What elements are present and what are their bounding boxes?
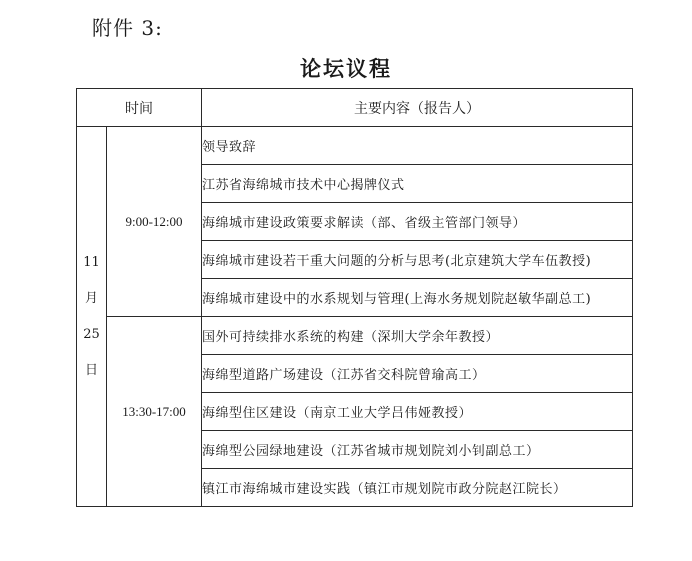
session-time-afternoon: 13:30-17:00	[107, 317, 202, 507]
date-day-char: 日	[84, 362, 98, 378]
header-content: 主要内容（报告人）	[202, 89, 633, 127]
date-cell	[77, 127, 107, 507]
agenda-table	[76, 88, 633, 507]
agenda-item: 领导致辞	[202, 127, 633, 165]
agenda-item: 海绵城市建设政策要求解读（部、省级主管部门领导）	[202, 203, 633, 241]
page-title: 论坛议程	[300, 56, 392, 81]
table-header-row	[77, 89, 633, 127]
agenda-item: 江苏省海绵城市技术中心揭牌仪式	[202, 165, 633, 203]
agenda-item: 海绵型公园绿地建设（江苏省城市规划院刘小钊副总工）	[202, 431, 633, 469]
agenda-item: 海绵城市建设若干重大问题的分析与思考(北京建筑大学车伍教授)	[202, 241, 633, 279]
agenda-item: 海绵型道路广场建设（江苏省交科院曾瑜高工）	[202, 355, 633, 393]
agenda-item: 镇江市海绵城市建设实践（镇江市规划院市政分院赵江院长）	[202, 469, 633, 507]
session-time-morning: 9:00-12:00	[107, 127, 202, 317]
date-day-number: 25	[83, 326, 100, 342]
attachment-label: 附件 3:	[92, 16, 163, 40]
table-row	[77, 127, 633, 165]
agenda-item: 海绵型住区建设（南京工业大学吕伟娅教授）	[202, 393, 633, 431]
agenda-item: 海绵城市建设中的水系规划与管理(上海水务规划院赵敏华副总工)	[202, 279, 633, 317]
date-month-char: 月	[84, 290, 98, 306]
agenda-item: 国外可持续排水系统的构建（深圳大学余年教授）	[202, 317, 633, 355]
table-row	[77, 317, 633, 355]
date-month-number: 11	[83, 254, 100, 270]
header-time: 时间	[77, 89, 202, 127]
